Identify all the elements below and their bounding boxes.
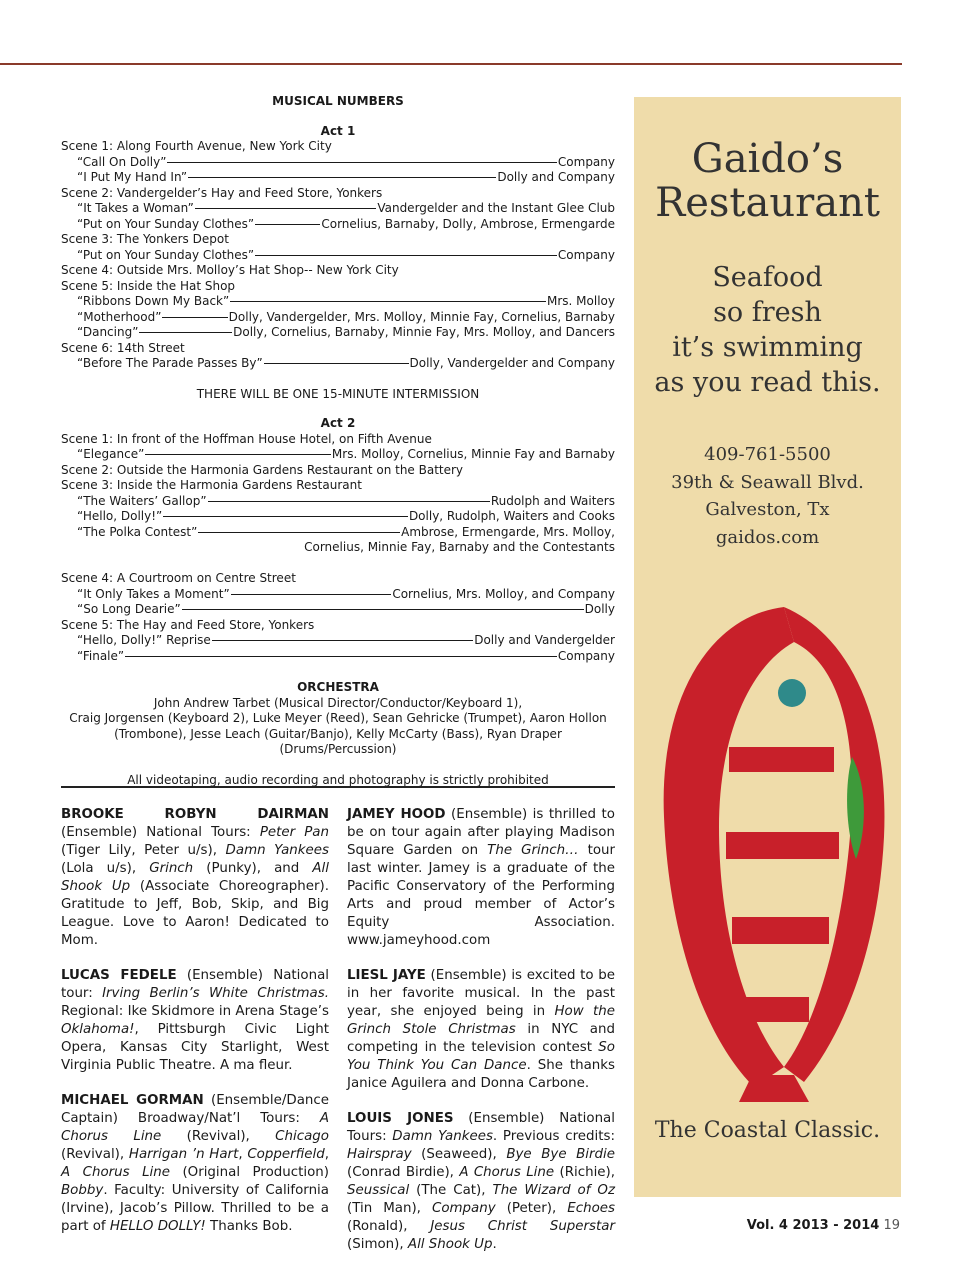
musical-number [61,325,615,341]
bio-text: (Revival), [161,1129,276,1144]
song-title: “It Takes a Woman” [77,201,194,215]
orchestra-heading: ORCHESTRA [297,680,379,694]
credit-title: The Grinch… [487,843,579,858]
bio-text: Regional: Ike Skidmore in Arena Stage’s [61,1004,329,1019]
musical-number [61,587,615,603]
credit-title: Damn Yankees [225,843,329,858]
leader-line [162,317,227,318]
leader-line [182,609,584,610]
credit-title: Seussical [347,1183,410,1198]
musical-numbers [61,94,615,788]
bio-text: (Peter), [495,1201,568,1216]
bio-text: . Previous credits: [492,1129,615,1144]
ad-tagline [634,260,901,400]
musical-number [61,525,615,541]
credit-title: Harrigan ’n Hart [128,1147,239,1162]
song-title: “Before The Parade Passes By” [77,356,263,370]
credit-title: Jesus Christ Superstar [430,1219,615,1234]
scene-heading: Scene 1: In front of the Hoffman House Hotel, on Fifth Avenue [61,431,432,446]
performers: Ambrose, Ermengarde, Mrs. Molloy, [401,524,615,539]
bios-left-column [61,806,329,1253]
bio-text: (Ronald), [347,1219,431,1234]
bio-text: (Richie), [554,1165,616,1180]
musical-number [61,310,615,326]
credit-title: The Wizard of Oz [492,1183,615,1198]
leader-line [255,255,557,256]
ad-city: Galveston, Tx [705,499,830,520]
bio-text: (Ensemble) National tour: [61,968,329,1001]
act-1-list [61,139,615,372]
scene-heading: Scene 3: The Yonkers Depot [61,232,229,246]
bio-text: (Tiger Lily, Peter u/s), [61,843,226,858]
performers-continued: Cornelius, Minnie Fay, Barnaby and the Contestants [304,540,615,554]
bio-text: (Ensemble) is excited to be in her favorite musical. In the past year, she enjoyed being in [347,968,615,1019]
song-title: “Dancing” [77,325,139,339]
bio-text: (Revival), [61,1147,129,1162]
orchestra-line: Craig Jorgensen (Keyboard 2), Luke Meyer (Reed), Sean Gehricke (Trumpet), Aaron Hollon [69,711,607,725]
musical-number [61,294,615,310]
ad-tagline-line: so fresh [713,297,822,328]
ad-contact [634,441,901,551]
performers: Cornelius, Barnaby, Dolly, Ambrose, Ermengarde [321,216,615,231]
bio-text: . Faculty: University of California (Irvine), Jacob’s Pillow. Thrilled to be a part of [61,1183,329,1234]
credit-title: Hairspray [347,1147,412,1162]
musical-number [61,201,615,217]
leader-line [231,594,392,595]
credit-title: All Shook Up [407,1237,493,1252]
bios-right-column [347,806,615,1265]
song-title: “It Only Takes a Moment” [77,586,230,601]
logo-fish-eye [778,679,806,707]
bio-text: (Original Production) [169,1165,329,1180]
leader-line [125,656,557,657]
page-footer [747,1218,900,1233]
song-title: “The Polka Contest” [77,524,198,539]
song-title: “Put on Your Sunday Clothes” [77,216,255,231]
performer-bio [61,1092,329,1236]
orchestra-line: John Andrew Tarbet (Musical Director/Conductor/Keyboard 1), [153,695,523,710]
musical-number [61,155,615,171]
scene-heading: Scene 3: Inside the Harmonia Gardens Restaurant [61,478,362,492]
musical-number [61,248,615,264]
credit-title: Copperfield [247,1147,325,1162]
credit-title: Peter Pan [259,825,329,840]
bio-text: . She thanks Janice Aguilera and Donna Carbone. [347,1058,616,1091]
performer-bio [61,967,329,1075]
song-title: “Finale” [77,648,125,663]
leader-line [255,224,320,225]
section-divider [61,786,615,788]
performers: Dolly, Vandergelder, Mrs. Molloy, Minnie Fay, Cornelius, Barnaby [228,309,615,324]
ad-address: 39th & Seawall Blvd. [671,471,864,493]
credit-title: A Chorus Line [61,1165,170,1180]
scene-heading: Scene 2: Outside the Harmonia Gardens Restaurant on the Battery [61,462,464,477]
ad-title-line-2: Restaurant [655,180,880,226]
bio-text: (Seaweed), [411,1147,507,1162]
performers: Dolly and Company [497,170,615,184]
top-rule [0,63,902,65]
leader-line [188,177,496,178]
ad-phone: 409-761-5500 [704,444,831,465]
performers: Dolly [584,602,615,616]
recording-notice: All videotaping, audio recording and photography is strictly prohibited [127,772,549,787]
leader-line [167,162,556,163]
performer-name: BROOKE ROBYN DAIRMAN [61,807,329,822]
bio-text: (Ensemble) National Tours: [61,825,260,840]
musical-number [61,217,615,233]
song-title: “Motherhood” [77,309,162,324]
credit-title: All Shook Up [61,861,329,894]
credit-title: Company [431,1201,496,1216]
intermission-notice: THERE WILL BE ONE 15-MINUTE INTERMISSION [196,386,480,401]
credit-title: Oklahoma! [61,1022,135,1037]
gaidos-advertisement [634,97,901,1197]
performer-name: LUCAS FEDELE [61,968,177,983]
leader-line [264,363,409,364]
performers: Company [557,648,615,663]
ad-title-line-1: Gaido’s [691,136,844,182]
scene-heading: Scene 6: 14th Street [61,340,185,355]
performers: Mrs. Molloy [547,294,615,308]
page-number: 19 [883,1218,900,1233]
scene-heading: Scene 1: Along Fourth Avenue, New York City [61,139,332,153]
musical-number [61,170,615,186]
bio-text: (Lola u/s), [61,861,150,876]
bio-text: , [238,1147,248,1162]
song-title: “Ribbons Down My Back” [77,294,230,308]
act-2-heading: Act 2 [320,416,356,430]
scene-heading: Scene 2: Vandergelder’s Hay and Feed Store, Yonkers [61,185,383,200]
performer-name: MICHAEL GORMAN [61,1093,204,1108]
bio-text: (Punky), and [193,861,313,876]
musical-number [61,494,615,510]
scene-heading: Scene 5: Inside the Hat Shop [61,278,236,293]
act-2-list [61,432,615,665]
musical-number [61,649,615,665]
credit-title: How the Grinch Stole Christmas [347,1004,615,1037]
performers: Rudolph and Waiters [490,493,615,508]
bio-text: , [324,1147,329,1162]
song-title: “Put on Your Sunday Clothes” [77,247,255,262]
leader-line [212,640,473,641]
scene-heading: Scene 4: Outside Mrs. Molloy’s Hat Shop-- New York City [61,263,399,277]
credit-title: Bobby [61,1183,104,1198]
ad-tagline-line: as you read this. [654,367,881,398]
credit-title: Irving Berlin’s White Christmas. [102,986,329,1001]
bio-text: (Associate Choreographer). Gratitude to Jeff, Bob, Skip, and Big League. Love to Aaron! Dedicated to Mom. [61,879,329,948]
musical-number [61,447,615,463]
performer-name: LIESL JAYE [347,968,426,983]
performers: Company [557,154,615,169]
leader-line [230,301,546,302]
leader-line [163,516,408,517]
act-1-heading: Act 1 [320,123,356,138]
performer-bio [347,967,615,1093]
bio-text: (The Cat), [409,1183,493,1198]
bio-text: . [492,1237,497,1252]
bio-text: tour last winter. Jamey is a graduate of the Pacific Conservatory of the Performing Arts and proud member of Actor’s Equity Association. www.jameyhood.com [347,843,616,948]
orchestra-line: (Trombone), Jesse Leach (Guitar/Banjo), Kelly McCarty (Bass), Ryan Draper (Drums/Percussion) [114,726,562,756]
performer-bio [61,806,329,950]
song-title: “Elegance” [77,447,145,461]
song-title: “Call On Dolly” [77,154,167,169]
bio-text: (Ensemble) National Tours: [347,1111,615,1144]
bio-text: (Simon), [347,1237,408,1252]
song-title: “Hello, Dolly!” [77,509,163,523]
bio-text: (Ensemble) is thrilled to be on tour again after playing Madison Square Garden on [347,807,616,858]
bio-text: (Tin Man), [347,1201,432,1216]
credit-title: So You Think You Can Dance [347,1040,615,1073]
bio-text: (Conrad Birdie), [347,1165,460,1180]
leader-line [195,208,377,209]
song-title: “Hello, Dolly!” Reprise [77,633,211,647]
ad-tagline-line: it’s swimming [672,332,863,363]
credit-title: Bye Bye Birdie [506,1147,615,1162]
ad-website: gaidos.com [715,526,820,548]
bio-text: Thanks Bob. [205,1219,293,1234]
performer-bio [347,806,615,950]
credit-title: Grinch [149,861,194,876]
bio-text: (Ensemble/Dance Captain) Broadway/Nat’l Tours: [61,1093,329,1126]
musical-number [61,356,615,372]
leader-line [198,532,400,533]
scene-heading: Scene 5: The Hay and Feed Store, Yonkers [61,617,315,632]
performer-name: JAMEY HOOD [347,807,446,822]
leader-line [139,332,232,333]
musical-numbers-heading: MUSICAL NUMBERS [272,94,404,108]
performers: Dolly and Vandergelder [474,633,615,647]
spacer [61,556,615,572]
musical-number [61,602,615,618]
performers: Vandergelder and the Instant Glee Club [377,201,615,215]
performers: Dolly, Cornelius, Barnaby, Minnie Fay, Mrs. Molloy, and Dancers [233,325,615,339]
credit-title: A Chorus Line [459,1165,555,1180]
ad-slogan: The Coastal Classic. [654,1118,881,1143]
gaidos-fish-logo [634,597,901,1107]
performer-bio [347,1110,615,1254]
credit-title: A Chorus Line [61,1111,329,1144]
musical-number [61,509,615,525]
scene-heading: Scene 4: A Courtroom on Centre Street [61,571,296,585]
bio-text: in NYC and competing in the television contest [347,1022,616,1055]
ad-tagline-line: Seafood [712,262,823,293]
leader-line [208,501,490,502]
performers: Company [557,247,615,262]
musical-number [61,633,615,649]
credit-title: Chicago [275,1129,329,1144]
ad-logo-text: Gaido’s [634,597,638,598]
credit-title: Damn Yankees [392,1129,493,1144]
song-title: “The Waiters’ Gallop” [77,493,207,508]
performers: Mrs. Molloy, Cornelius, Minnie Fay and Barnaby [331,447,615,461]
performers: Dolly, Vandergelder and Company [409,356,615,370]
bio-text: , Pittsburgh Civic Light Opera, Kansas City Starlight, West Virginia Public Theatre. A ma fleur. [61,1022,329,1073]
performers: Cornelius, Mrs. Molloy, and Company [392,586,615,601]
song-title: “I Put My Hand In” [77,170,188,184]
credit-title: Echoes [567,1201,615,1216]
leader-line [145,454,331,455]
credit-title: HELLO DOLLY! [109,1219,206,1234]
performer-name: LOUIS JONES [347,1111,454,1126]
volume-label: Vol. 4 2013 - 2014 [746,1218,880,1233]
performers: Dolly, Rudolph, Waiters and Cooks [408,509,615,523]
song-title: “So Long Dearie” [77,602,181,616]
